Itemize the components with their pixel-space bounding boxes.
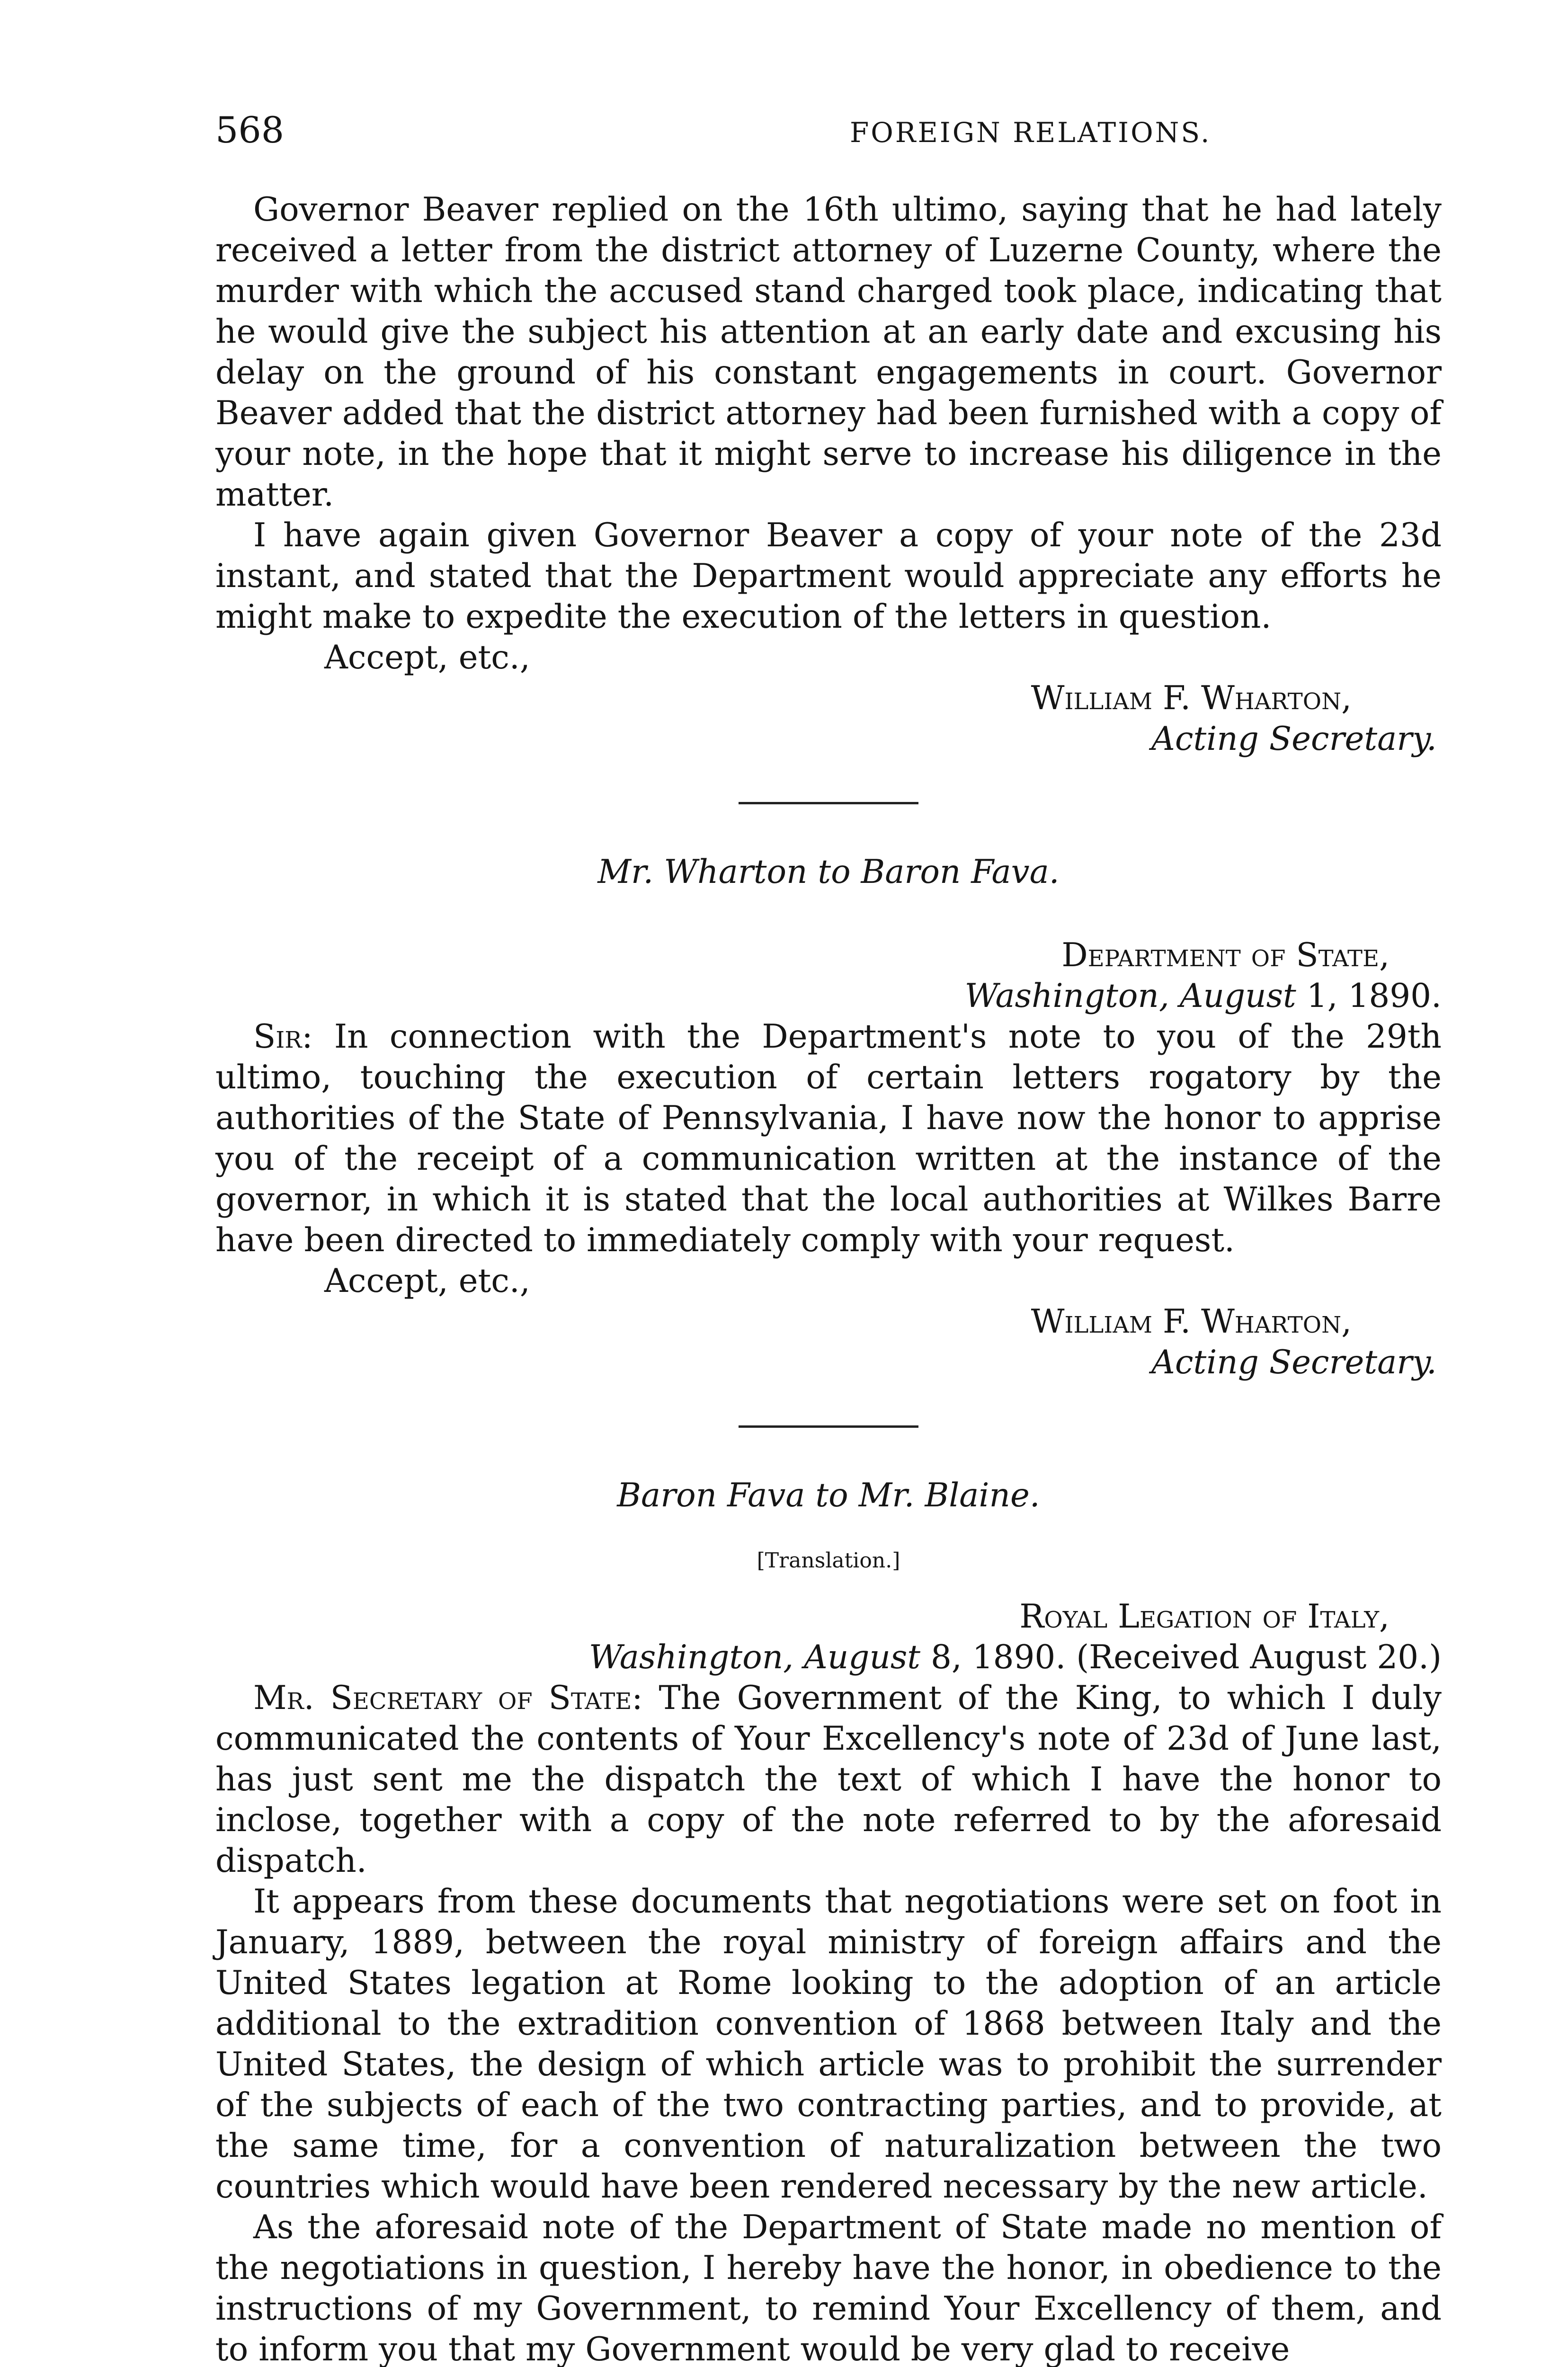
letter2-address — [215, 935, 1442, 1016]
page-number: 568 — [215, 109, 285, 151]
letter2-office: Department of State, — [1061, 936, 1390, 974]
letter2-salutation: Sir: — [253, 1018, 313, 1056]
letter3-paragraph-1-text: The Government of the King, to which I duly communicated the contents of Your Excellency's note of 23d of June last, has just sent me the dispatch the text of which I have the honor to inclose, together with a copy of the note referred to by the aforesaid dispatch. — [215, 1679, 1442, 1880]
letter2-date-month: August — [1179, 977, 1296, 1015]
letter1-signer-role: Acting Secretary. — [1151, 720, 1437, 758]
letter3-received: (Received August 20.) — [1076, 1638, 1442, 1676]
letter3-office: Royal Legation of Italy, — [1019, 1598, 1390, 1636]
letter3-date-rest: 8, 1890. — [930, 1638, 1066, 1676]
page-header — [215, 107, 1446, 159]
letter2-signature — [215, 1301, 1442, 1383]
section-divider — [739, 802, 918, 804]
letter2-date-rest: 1, 1890. — [1306, 977, 1442, 1015]
running-title: FOREIGN RELATIONS. — [850, 116, 1212, 149]
letter1-paragraph-1: Governor Beaver replied on the 16th ultimo, saying that he had lately received a letter from the district attorney of Luzerne County, where the murder with which the accused stand charged took place, indicating that he would give the subject his attention at an early date and excusing his delay on the ground of his constant engagements in court. Governor Beaver added that the district attorney had been furnished with a copy of your note, in the hope that it might serve to increase his diligence in the matter. — [215, 191, 1442, 514]
letter3-date-month: August — [804, 1638, 921, 1676]
letter3-heading: Baron Fava to Mr. Blaine. — [617, 1477, 1040, 1514]
letter3-paragraph-1 — [215, 1678, 1442, 1881]
letter1-closing: Accept, etc., — [324, 639, 530, 676]
letter3-paragraph-2: It appears from these documents that negotiations were set on foot in January, 1889, between the royal ministry of foreign affairs and the United States legation at Rome looking to the adoption of an article additional to the extradition convention of 1868 between Italy and the United States, the design of which article was to prohibit the surrender of the subjects of each of the two contracting parties, and to provide, at the same time, for a convention of naturalization between the two countries which would have been rendered necessary by the new article. — [215, 1883, 1442, 2206]
letter3-salutation: Mr. Secretary of State: — [253, 1679, 643, 1717]
letter3-place-date — [215, 1637, 1442, 1678]
letter3-paragraph-3: As the aforesaid note of the Department of State made no mention of the negotiations in question, I hereby have the honor, in obedience to the instructions of my Government, to remind Your Excellency of them, and to inform you that my Government would be very glad to receive — [215, 2208, 1442, 2367]
letter1-paragraph-2: I have again given Governor Beaver a copy of your note of the 23d instant, and stated that the Department would appreciate any efforts he might make to expedite the execution of the letters in question. — [215, 516, 1442, 636]
letter1-signature — [215, 678, 1442, 759]
letter2-place-date — [215, 976, 1442, 1016]
letter2-signer-name: William F. Wharton, — [1031, 1303, 1352, 1341]
letter2-paragraph-1-text: In connection with the Department's note to you of the 29th ultimo, touching the execution of certain letters rogatory by the authorities of the State of Pennsylvania, I have now the honor to apprise you of the receipt of a communication written at the instance of the governor, in which it is stated that the local authorities at Wilkes Barre have been directed to immediately comply with your request. — [215, 1018, 1442, 1259]
letter3-address — [215, 1596, 1442, 1678]
letter2-place: Washington, — [964, 977, 1169, 1015]
letter2-closing: Accept, etc., — [324, 1262, 530, 1300]
translation-note: [Translation.] — [757, 1548, 900, 1573]
letter3-place: Washington, — [588, 1638, 794, 1676]
letter2-heading: Mr. Wharton to Baron Fava. — [597, 853, 1060, 891]
section-divider-2 — [739, 1425, 918, 1428]
letter1-signer-name: William F. Wharton, — [1031, 679, 1352, 717]
letter2-signer-role: Acting Secretary. — [1151, 1344, 1437, 1381]
page-body — [215, 189, 1442, 2367]
letter2-paragraph-1 — [215, 1016, 1442, 1261]
